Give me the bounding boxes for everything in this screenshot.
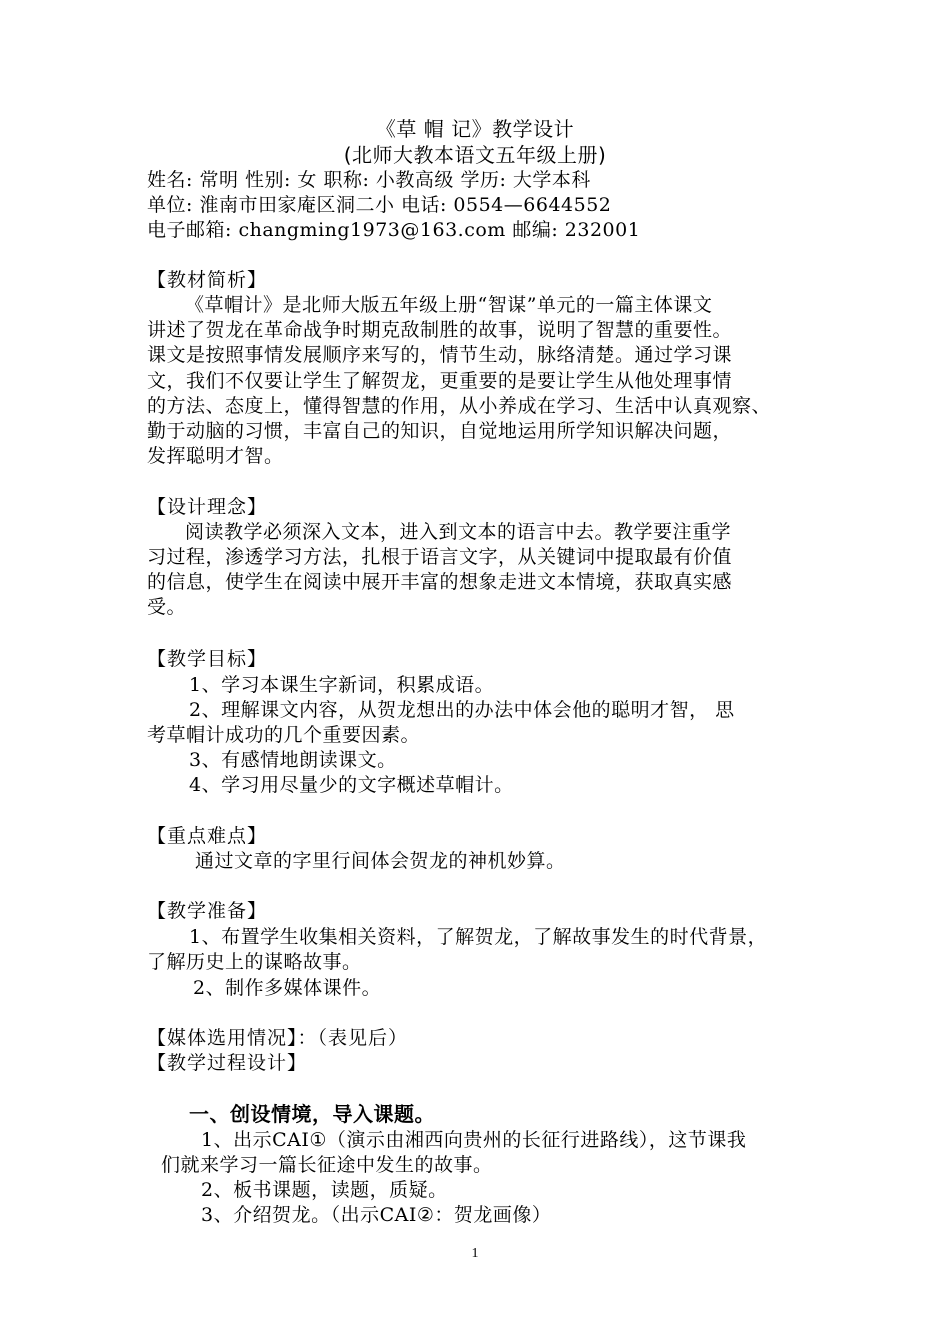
goal-item: 2、理解课文内容，从贺龙想出的办法中体会他的聪明才智， 思 [189, 699, 735, 721]
concept-line: 受。 [147, 596, 187, 618]
goal-item: 3、有感情地朗读课文。 [189, 749, 397, 771]
material-line: 的方法、态度上，懂得智慧的作用，从小养成在学习、生活中认真观察、 [147, 395, 772, 417]
document-subtitle: (北师大教本语文五年级上册) [343, 143, 607, 167]
goal-item: 考草帽计成功的几个重要因素。 [147, 724, 421, 746]
prep-item: 2、制作多媒体课件。 [193, 977, 382, 999]
material-line: 讲述了贺龙在革命战争时期克敌制胜的故事，说明了智慧的重要性。 [147, 319, 733, 341]
material-line: 课文是按照事情发展顺序来写的，情节生动，脉络清楚。通过学习课 [147, 344, 733, 366]
section-heading-media: 【媒体选用情况】：（表见后） [147, 1027, 409, 1049]
document-title: 《草 帽 记》教学设计 [375, 117, 575, 141]
concept-line: 阅读教学必须深入文本，进入到文本的语言中去。教学要注重学 [185, 521, 732, 543]
process-line: 3、介绍贺龙。（出示CAI②：贺龙画像） [201, 1204, 552, 1226]
concept-line: 的信息，使学生在阅读中展开丰富的想象走进文本情境，获取真实感 [147, 571, 733, 593]
goal-item: 4、学习用尽量少的文字概述草帽计。 [189, 774, 514, 796]
prep-item: 了解历史上的谋略故事。 [147, 951, 362, 973]
prep-item: 1、布置学生收集相关资料，了解贺龙，了解故事发生的时代背景， [189, 926, 768, 948]
process-part-title: 一、创设情境，导入课题。 [189, 1102, 435, 1126]
goal-item: 1、学习本课生字新词，积累成语。 [189, 674, 495, 696]
section-heading-process: 【教学过程设计】 [147, 1052, 308, 1074]
section-heading-prep: 【教学准备】 [147, 900, 268, 922]
page-number: 1 [471, 1246, 479, 1261]
concept-line: 习过程，渗透学习方法，扎根于语言文字，从关键词中提取最有价值 [147, 546, 733, 568]
material-line: 勤于动脑的习惯，丰富自己的知识，自觉地运用所学知识解决问题， [147, 420, 733, 442]
author-info-line3: 电子邮箱: changming1973@163.com 邮编: 232001 [147, 219, 641, 241]
material-line: 《草帽计》是北师大版五年级上册“智谋”单元的一篇主体课文 [185, 294, 713, 316]
section-heading-material: 【教材简析】 [147, 269, 268, 291]
keypoint-line: 通过文章的字里行间体会贺龙的神机妙算。 [195, 850, 566, 872]
author-info-line1: 姓名: 常明 性别: 女 职称: 小教高级 学历: 大学本科 [147, 169, 591, 191]
process-line: 2、板书课题，读题，质疑。 [201, 1179, 448, 1201]
author-info-line2: 单位: 淮南市田家庵区洞二小 电话: 0554—6644552 [147, 194, 612, 216]
section-heading-keypoints: 【重点难点】 [147, 825, 268, 847]
material-line: 文，我们不仅要让学生了解贺龙，更重要的是要让学生从他处理事情 [147, 370, 733, 392]
section-heading-concept: 【设计理念】 [147, 496, 268, 518]
process-line: 1、出示CAI①（演示由湘西向贵州的长征行进路线），这节课我 [201, 1129, 747, 1151]
material-line: 发挥聪明才智。 [147, 445, 284, 467]
process-line: 们就来学习一篇长征途中发生的故事。 [161, 1154, 493, 1176]
section-heading-goals: 【教学目标】 [147, 648, 268, 670]
